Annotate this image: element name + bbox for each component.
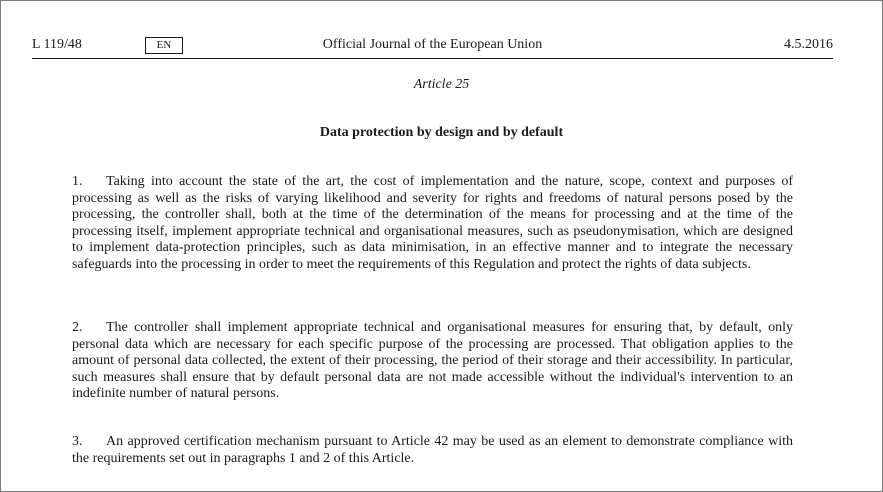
paragraph-1-text: Taking into account the state of the art, the cost of implementation and the nature, scope, context and purposes of processing as well as the risks of varying likelihood and severity for rights and freedoms of natural persons posed by the processing, the controller shall, both at the time of the determination of the means for processing and at the time of the processing itself, implement appropriate technical and organisational measures, such as pseudonymisation, which are designed to implement data-protection principles, such as data minimisation, in an effective manner and to integrate the necessary safeguards into the processing in order to meet the requirements of this Regulation and protect the rights of data subjects. xyxy=(72,174,793,272)
page-reference: L 119/48 xyxy=(32,37,82,52)
publication-date: 4.5.2016 xyxy=(784,37,833,52)
paragraph-3 xyxy=(72,434,793,467)
journal-header xyxy=(32,36,833,59)
article-title: Data protection by design and by default xyxy=(319,125,564,140)
paragraph-3-text: An approved certification mechanism pursuant to Article 42 may be used as an element to demonstrate compliance with the requirements set out in paragraphs 1 and 2 of this Article. xyxy=(72,434,793,466)
paragraph-1-number: 1. xyxy=(72,174,83,189)
paragraph-2 xyxy=(72,320,793,403)
journal-title: Official Journal of the European Union xyxy=(322,37,543,52)
paragraph-3-number: 3. xyxy=(72,434,83,449)
paragraph-1 xyxy=(72,174,793,273)
article-number: Article 25 xyxy=(413,77,470,92)
paragraph-2-text: The controller shall implement appropriate technical and organisational measures for ensuring that, by default, only personal data which are necessary for each specific purpose of the processing are processed. That obligation applies to the amount of personal data collected, the extent of their processing, the period of their storage and their accessibility. In particular, such measures shall ensure that by default personal data are not made accessible without the individual's intervention to an indefinite number of natural persons. xyxy=(72,320,793,401)
paragraph-2-number: 2. xyxy=(72,320,83,335)
language-badge: EN xyxy=(145,37,183,54)
